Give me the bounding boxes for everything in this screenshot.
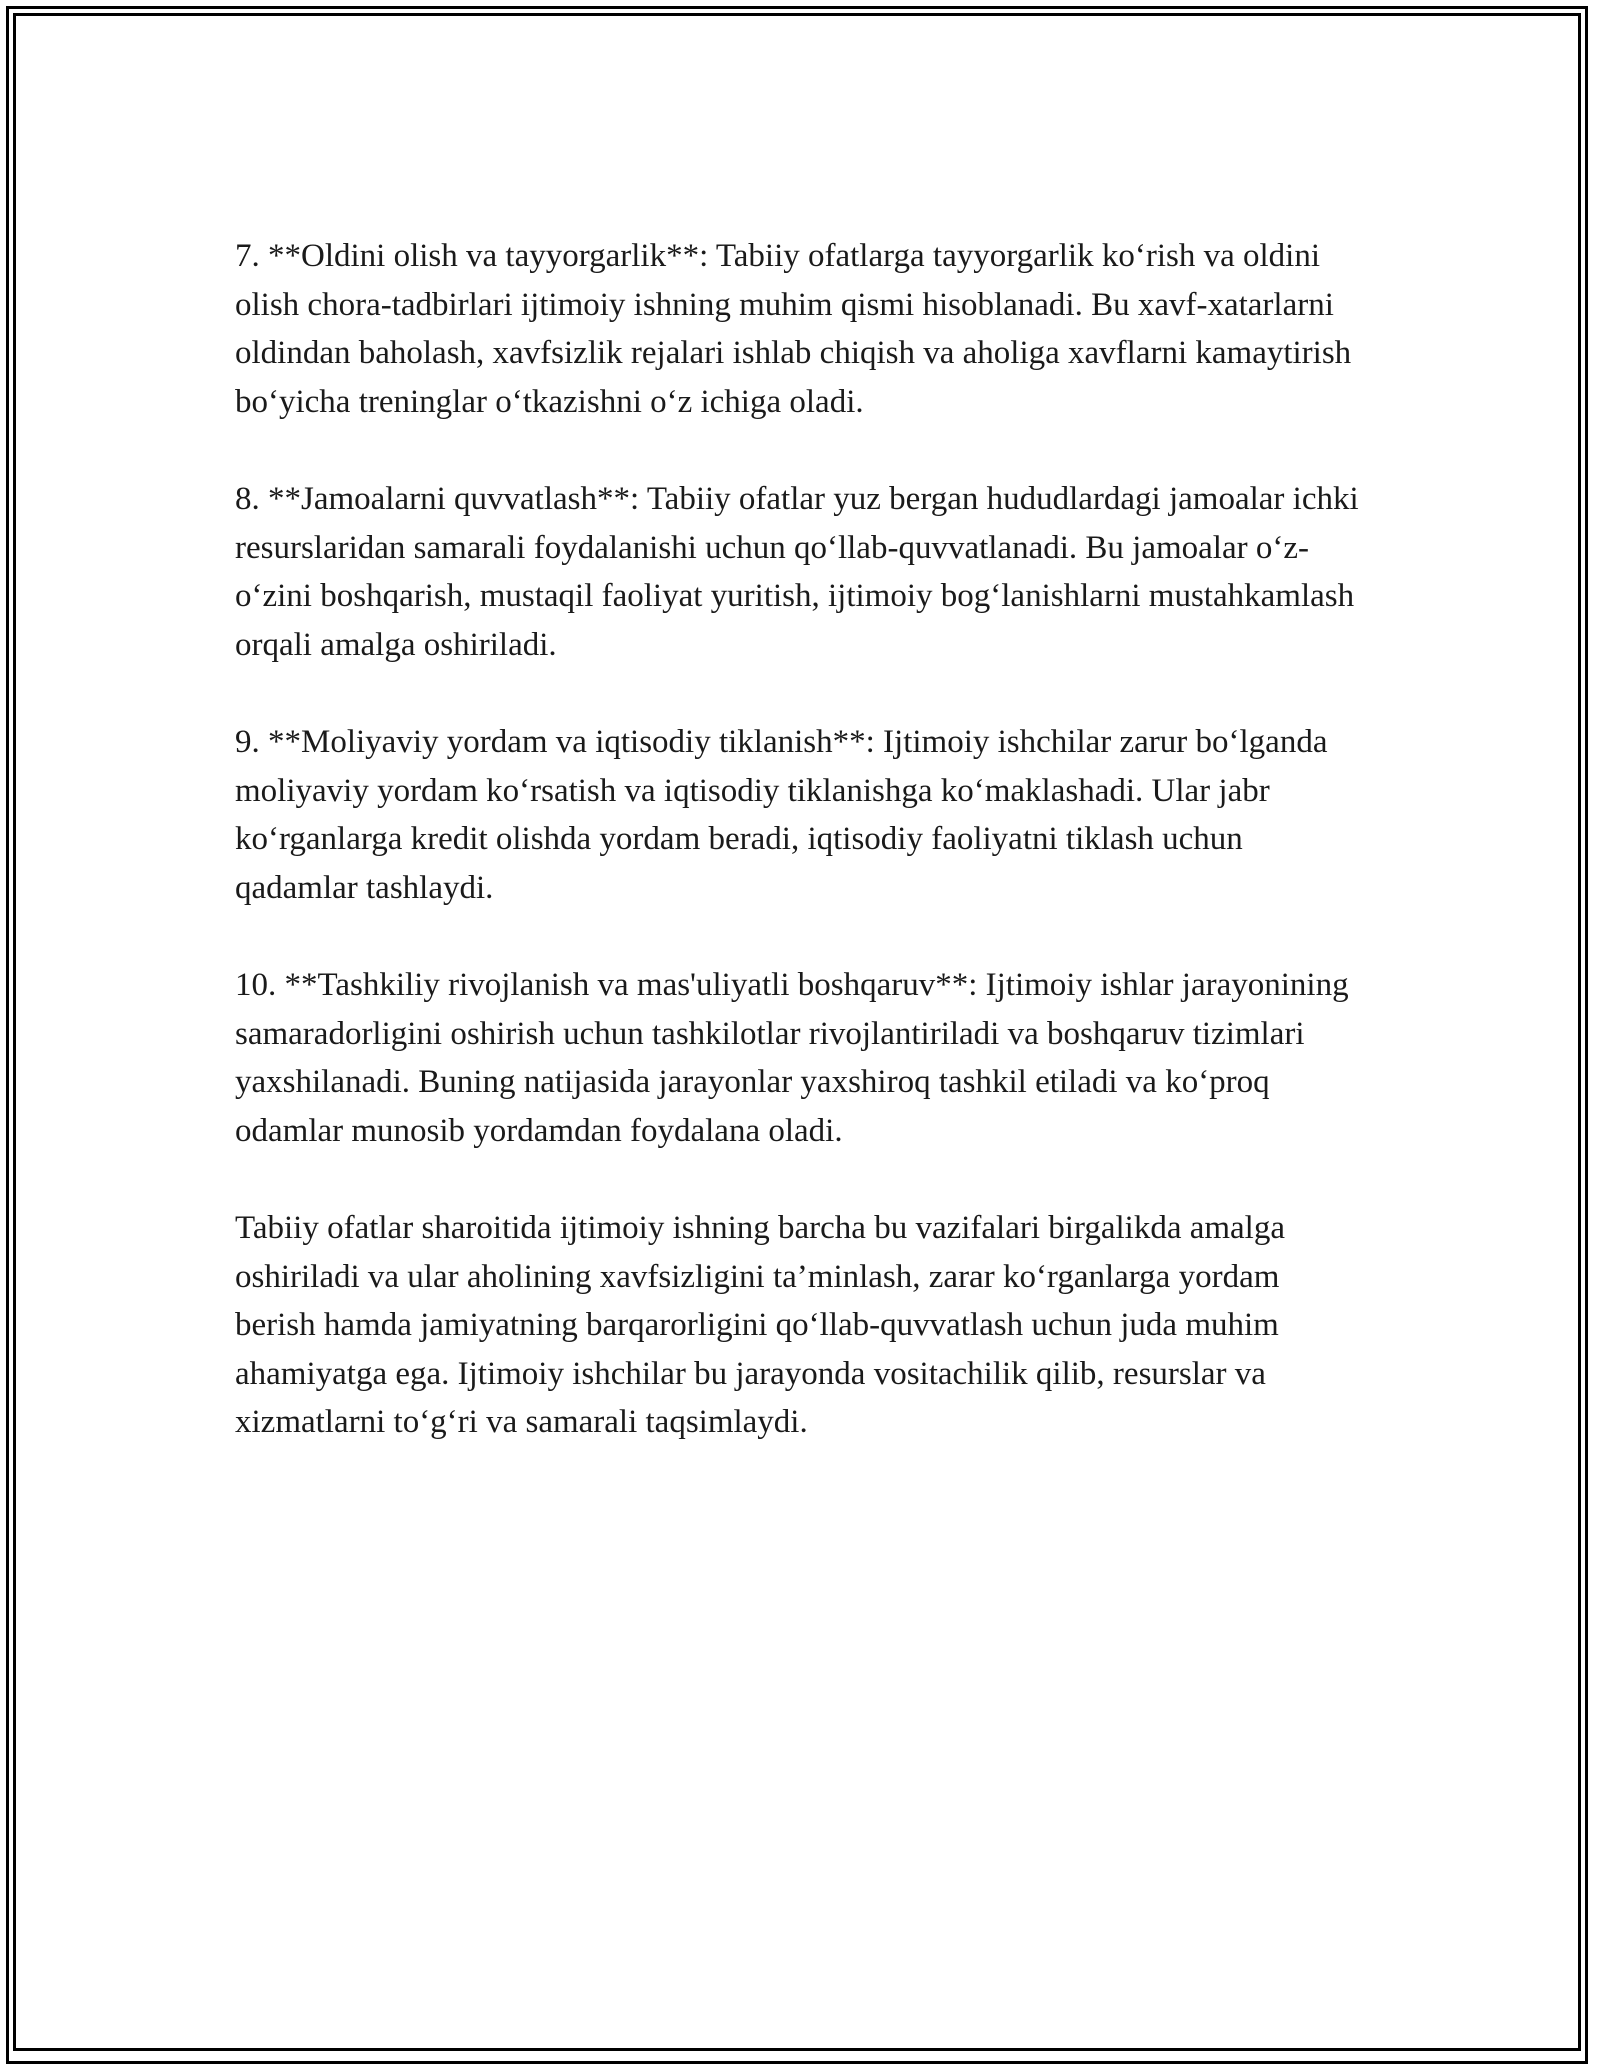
paragraph-item-9: 9. **Moliyaviy yordam va iqtisodiy tiklanish**: Ijtimoiy ishchilar zarur bo‘lganda moliyaviy yordam ko‘rsatish va iqtisodiy tiklanishga ko‘maklashadi. Ular jabr ko‘rganlarga kredit olishda yordam beradi, iqtisodiy faoliyatni tiklash uchun qadamlar tashlaydi.	[235, 724, 1328, 906]
document-body	[235, 232, 1365, 1447]
paragraph-conclusion: Tabiiy ofatlar sharoitida ijtimoiy ishning barcha bu vazifalari birgalikda amalga oshiriladi va ular aholining xavfsizligini ta’minlash, zarar ko‘rganlarga yordam berish hamda jamiyatning barqarorligini qo‘llab-quvvatlash uchun juda muhim ahamiyatga ega. Ijtimoiy ishchilar bu jarayonda vositachilik qilib, resurslar va xizmatlarni to‘g‘ri va samarali taqsimlaydi.	[235, 1210, 1285, 1440]
paragraph-item-8: 8. **Jamoalarni quvvatlash**: Tabiiy ofatlar yuz bergan hududlardagi jamoalar ichki resurslaridan samarali foydalanishi uchun qo‘llab-quvvatlanadi. Bu jamoalar o‘z-o‘zini boshqarish, mustaqil faoliyat yuritish, ijtimoiy bog‘lanishlarni mustahkamlash orqali amalga oshiriladi.	[235, 481, 1359, 663]
paragraph-item-7: 7. **Oldini olish va tayyorgarlik**: Tabiiy ofatlarga tayyorgarlik ko‘rish va oldini olish chora-tadbirlari ijtimoiy ishning muhim qismi hisoblanadi. Bu xavf-xatarlarni oldindan baholash, xavfsizlik rejalari ishlab chiqish va aholiga xavflarni kamaytirish bo‘yicha treninglar o‘tkazishni o‘z ichiga oladi.	[235, 238, 1352, 420]
paragraph-item-10: 10. **Tashkiliy rivojlanish va mas'uliyatli boshqaruv**: Ijtimoiy ishlar jarayonining samaradorligini oshirish uchun tashkilotlar rivojlantiriladi va boshqaruv tizimlari yaxshilanadi. Buning natijasida jarayonlar yaxshiroq tashkil etiladi va ko‘proq odamlar munosib yordamdan foydalana oladi.	[235, 967, 1349, 1149]
